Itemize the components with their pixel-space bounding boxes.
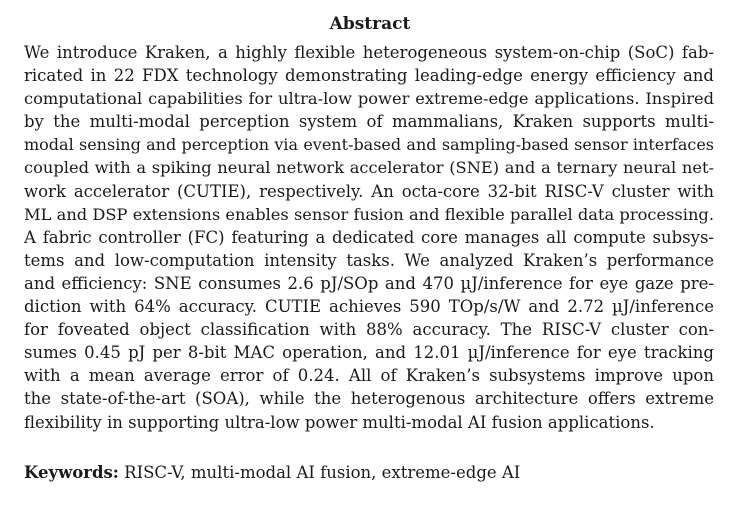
abstract-body (24, 41, 714, 434)
abstract-line: computational capabilities for ultra-low power extreme-edge applications. Inspired (24, 89, 714, 109)
abstract-line: A fabric controller (FC) featuring a dedicated core manages all compute subsys- (24, 227, 714, 247)
abstract-line: the state-of-the-art (SOA), while the heterogenous architecture offers extreme (24, 389, 714, 409)
abstract-line: with a mean average error of 0.24. All of Kraken’s subsystems improve upon (24, 366, 714, 386)
abstract-line: by the multi-modal perception system of mammalians, Kraken supports multi- (24, 112, 714, 132)
keywords (24, 461, 714, 484)
abstract-line: work accelerator (CUTIE), respectively. An octa-core 32-bit RISC-V cluster with (24, 181, 714, 201)
abstract-line: sumes 0.45 pJ per 8-bit MAC operation, and 12.01 µJ/inference for eye tracking (24, 343, 714, 363)
abstract-line: flexibility in supporting ultra-low power multi-modal AI fusion applications. (24, 412, 655, 432)
abstract-line: ML and DSP extensions enables sensor fusion and flexible parallel data processing. (24, 204, 714, 224)
abstract-line: modal sensing and perception via event-based and sampling-based sensor interfaces (24, 135, 714, 155)
abstract-line: tems and low-computation intensity tasks. We analyzed Kraken’s performance (24, 250, 714, 270)
keywords-label: Keywords: (24, 463, 119, 482)
abstract-line: We introduce Kraken, a highly flexible heterogeneous system-on-chip (SoC) fab- (24, 43, 714, 62)
abstract-line: coupled with a spiking neural network accelerator (SNE) and a ternary neural net- (24, 158, 714, 178)
abstract-line: and efficiency: SNE consumes 2.6 pJ/SOp and 470 µJ/inference for eye gaze pre- (24, 273, 714, 293)
abstract-line: for foveated object classification with 88% accuracy. The RISC-V cluster con- (24, 320, 714, 340)
abstract-line: diction with 64% accuracy. CUTIE achieves 590 TOp/s/W and 2.72 µJ/inference (24, 297, 714, 317)
abstract-heading: Abstract (329, 14, 411, 34)
keywords-text: RISC-V, multi-modal AI fusion, extreme-edge AI (124, 463, 521, 482)
abstract-line: ricated in 22 FDX technology demonstrating leading-edge energy efficiency and (24, 66, 714, 86)
